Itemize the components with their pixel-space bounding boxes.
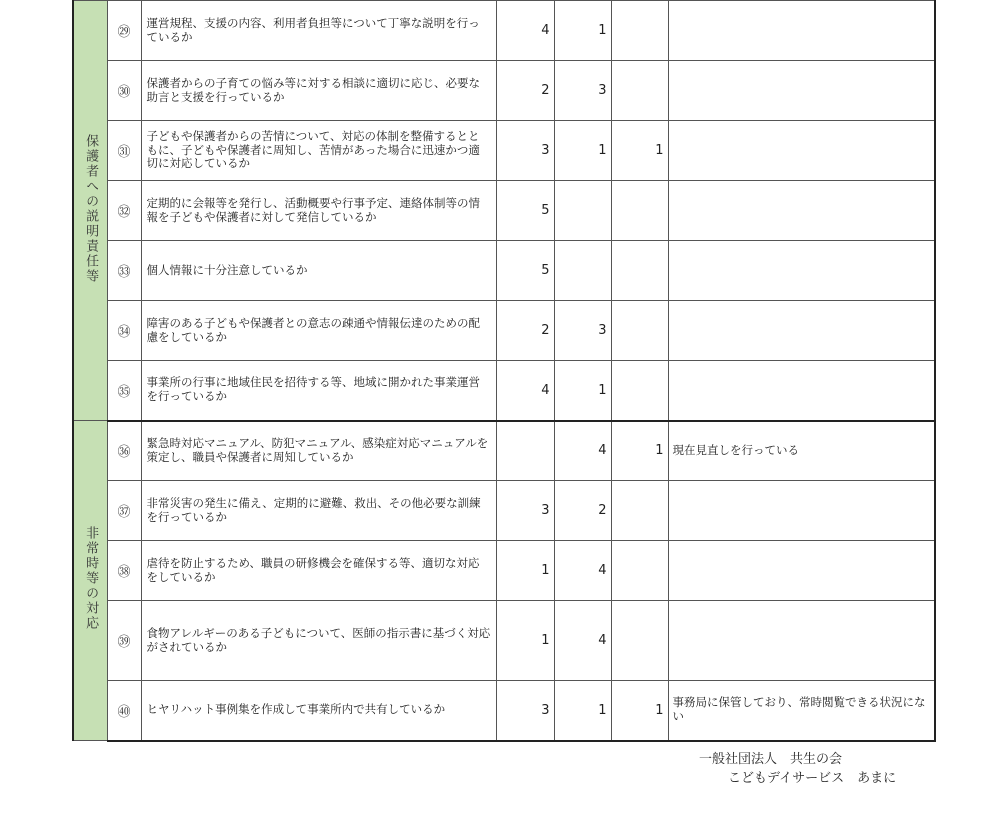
count-cell: 5 [496,241,554,301]
item-number: ㉙ [107,1,141,61]
category-cell [73,421,107,741]
comment-cell [668,481,935,541]
count-cell [554,241,611,301]
item-number: ㉚ [107,61,141,121]
count-cell: 4 [496,361,554,421]
category-label: 非常時等の対応 [83,526,99,631]
count-cell: 1 [611,681,668,741]
item-number: ㉟ [107,361,141,421]
footer-facility: こどもデイサービス あまに [728,771,897,786]
table-row [73,601,935,681]
count-cell: 1 [554,1,611,61]
item-number: ㉞ [107,301,141,361]
count-cell [611,481,668,541]
comment-cell [668,121,935,181]
category-cell [73,1,107,421]
count-cell: 1 [496,601,554,681]
item-number: ㊳ [107,541,141,601]
count-cell [496,421,554,481]
count-cell [554,181,611,241]
table-row [73,61,935,121]
evaluation-table [72,0,936,742]
table-row [73,301,935,361]
count-cell: 1 [611,421,668,481]
question-text: 食物アレルギーのある子どもについて、医師の指示書に基づく対応がされているか [141,601,496,681]
count-cell: 4 [554,541,611,601]
question-text: 事業所の行事に地域住民を招待する等、地域に開かれた事業運営を行っているか [141,361,496,421]
count-cell: 1 [611,121,668,181]
question-text: 運営規程、支援の内容、利用者負担等について丁寧な説明を行っているか [141,1,496,61]
count-cell: 1 [554,361,611,421]
table-row [73,481,935,541]
item-number: ㊵ [107,681,141,741]
count-cell [611,241,668,301]
question-text: 定期的に会報等を発行し、活動概要や行事予定、連絡体制等の情報を子どもや保護者に対して発信しているか [141,181,496,241]
question-text: 障害のある子どもや保護者との意志の疎通や情報伝達のための配慮をしているか [141,301,496,361]
item-number: ㊱ [107,421,141,481]
table-row [73,681,935,741]
comment-cell [668,181,935,241]
count-cell: 1 [554,681,611,741]
count-cell: 3 [554,301,611,361]
count-cell [611,181,668,241]
question-text: ヒヤリハット事例集を作成して事業所内で共有しているか [141,681,496,741]
item-number: ㉛ [107,121,141,181]
table-row [73,121,935,181]
count-cell: 1 [496,541,554,601]
count-cell [611,541,668,601]
count-cell: 3 [496,681,554,741]
table-row [73,241,935,301]
item-number: ㊲ [107,481,141,541]
count-cell: 4 [496,1,554,61]
question-text: 虐待を防止するため、職員の研修機会を確保する等、適切な対応をしているか [141,541,496,601]
item-number: ㉝ [107,241,141,301]
question-text: 緊急時対応マニュアル、防犯マニュアル、感染症対応マニュアルを策定し、職員や保護者に周知しているか [141,421,496,481]
table-row [73,181,935,241]
table-row [73,541,935,601]
count-cell: 3 [496,481,554,541]
footer-organization: 一般社団法人 共生の会 [699,752,843,767]
comment-cell [668,601,935,681]
table-row [73,361,935,421]
item-number: ㉜ [107,181,141,241]
comment-cell: 現在見直しを行っている [668,421,935,481]
table-row [73,1,935,61]
count-cell: 3 [554,61,611,121]
question-text: 非常災害の発生に備え、定期的に避難、救出、その他必要な訓練を行っているか [141,481,496,541]
table-row [73,421,935,481]
count-cell: 2 [496,301,554,361]
item-number: ㊴ [107,601,141,681]
count-cell: 3 [496,121,554,181]
comment-cell [668,1,935,61]
count-cell [611,61,668,121]
question-text: 子どもや保護者からの苦情について、対応の体制を整備するとともに、子どもや保護者に周知し、苦情があった場合に迅速かつ適切に対応しているか [141,121,496,181]
count-cell [611,1,668,61]
count-cell: 2 [554,481,611,541]
comment-cell [668,541,935,601]
comment-cell [668,61,935,121]
count-cell [611,601,668,681]
comment-cell [668,301,935,361]
question-text: 個人情報に十分注意しているか [141,241,496,301]
comment-cell [668,361,935,421]
count-cell [611,361,668,421]
category-label: 保護者への説明責任等 [83,133,99,284]
comment-cell [668,241,935,301]
comment-cell: 事務局に保管しており、常時閲覧できる状況にない [668,681,935,741]
count-cell: 5 [496,181,554,241]
count-cell: 2 [496,61,554,121]
count-cell: 4 [554,421,611,481]
count-cell: 4 [554,601,611,681]
question-text: 保護者からの子育ての悩み等に対する相談に適切に応じ、必要な助言と支援を行っているか [141,61,496,121]
count-cell: 1 [554,121,611,181]
count-cell [611,301,668,361]
